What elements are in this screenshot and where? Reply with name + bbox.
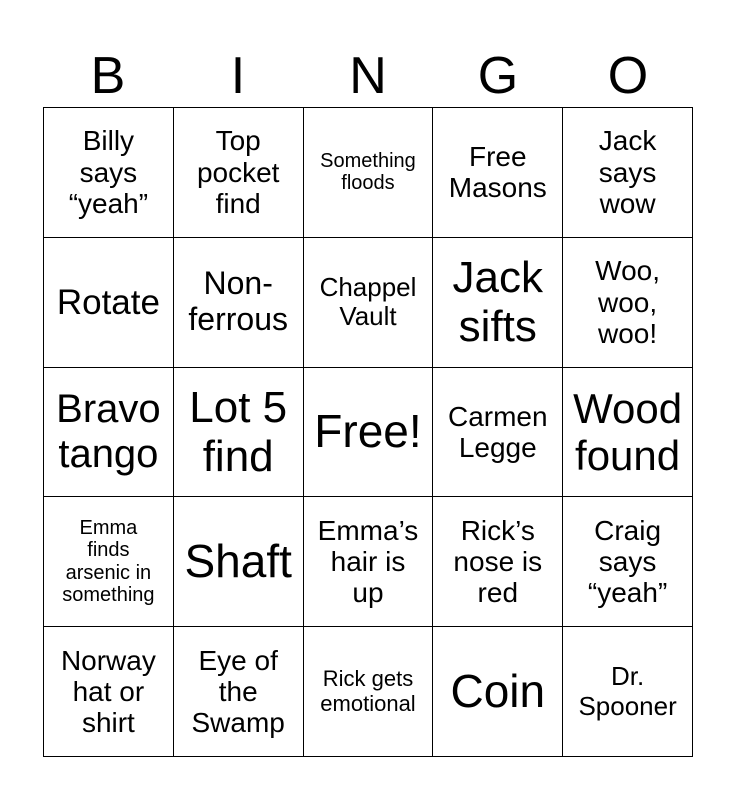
header-letter-n: N: [349, 47, 387, 105]
cell-text: Rotate: [56, 282, 160, 322]
bingo-cell[interactable]: [433, 368, 563, 498]
cell-text: Billy says “yeah”: [68, 125, 149, 220]
cell-text: Eye of the Swamp: [191, 644, 285, 739]
bingo-cell[interactable]: [44, 368, 174, 498]
bingo-grid: [43, 107, 693, 757]
cell-text: Wood found: [573, 384, 683, 479]
cell-text: Jack says wow: [598, 125, 657, 220]
bingo-cell[interactable]: [174, 627, 304, 757]
cell-text: Lot 5 find: [189, 382, 288, 481]
bingo-cell[interactable]: [563, 108, 693, 238]
cell-text: Norway hat or shirt: [60, 644, 156, 739]
bingo-cell[interactable]: [563, 238, 693, 368]
cell-text: Top pocket find: [196, 125, 280, 220]
cell-text: Non- ferrous: [188, 265, 288, 338]
cell-text: Shaft: [184, 535, 292, 588]
bingo-cell[interactable]: [304, 238, 434, 368]
bingo-header: [43, 44, 693, 108]
bingo-cell[interactable]: [174, 238, 304, 368]
cell-text: Rick’s nose is red: [453, 514, 543, 609]
header-letter-g: G: [477, 47, 519, 105]
cell-text: Something floods: [320, 150, 416, 195]
bingo-cell[interactable]: [433, 108, 563, 238]
bingo-cell[interactable]: [44, 497, 174, 627]
bingo-cell[interactable]: [44, 238, 174, 368]
bingo-cell[interactable]: [304, 108, 434, 238]
cell-text: Chappel Vault: [319, 272, 417, 332]
bingo-cell[interactable]: [433, 238, 563, 368]
bingo-cell[interactable]: [44, 108, 174, 238]
cell-text: Emma’s hair is up: [317, 514, 419, 609]
bingo-free-cell[interactable]: [304, 368, 434, 498]
cell-text: Bravo tango: [56, 387, 161, 476]
bingo-cell[interactable]: [304, 627, 434, 757]
header-letter-o: O: [607, 47, 649, 105]
bingo-cell[interactable]: [433, 627, 563, 757]
cell-text: Free!: [314, 405, 422, 458]
cell-text: Woo, woo, woo!: [595, 255, 661, 349]
bingo-cell[interactable]: [304, 497, 434, 627]
bingo-cell[interactable]: [174, 368, 304, 498]
bingo-cell[interactable]: [563, 368, 693, 498]
cell-text: Dr. Spooner: [578, 661, 677, 721]
cell-text: Craig says “yeah”: [587, 514, 668, 609]
bingo-cell[interactable]: [174, 108, 304, 238]
bingo-cell[interactable]: [563, 497, 693, 627]
cell-text: Free Masons: [448, 141, 547, 204]
bingo-cell[interactable]: [433, 497, 563, 627]
cell-text: Emma finds arsenic in something: [62, 517, 155, 607]
bingo-cell[interactable]: [174, 497, 304, 627]
bingo-cell[interactable]: [44, 627, 174, 757]
header-letter-i: I: [230, 47, 246, 105]
header-letter-b: B: [90, 47, 126, 105]
bingo-cell[interactable]: [563, 627, 693, 757]
cell-text: Jack sifts: [452, 252, 544, 352]
cell-text: Rick gets emotional: [320, 665, 416, 716]
cell-text: Carmen Legge: [447, 400, 548, 463]
cell-text: Coin: [450, 664, 546, 717]
